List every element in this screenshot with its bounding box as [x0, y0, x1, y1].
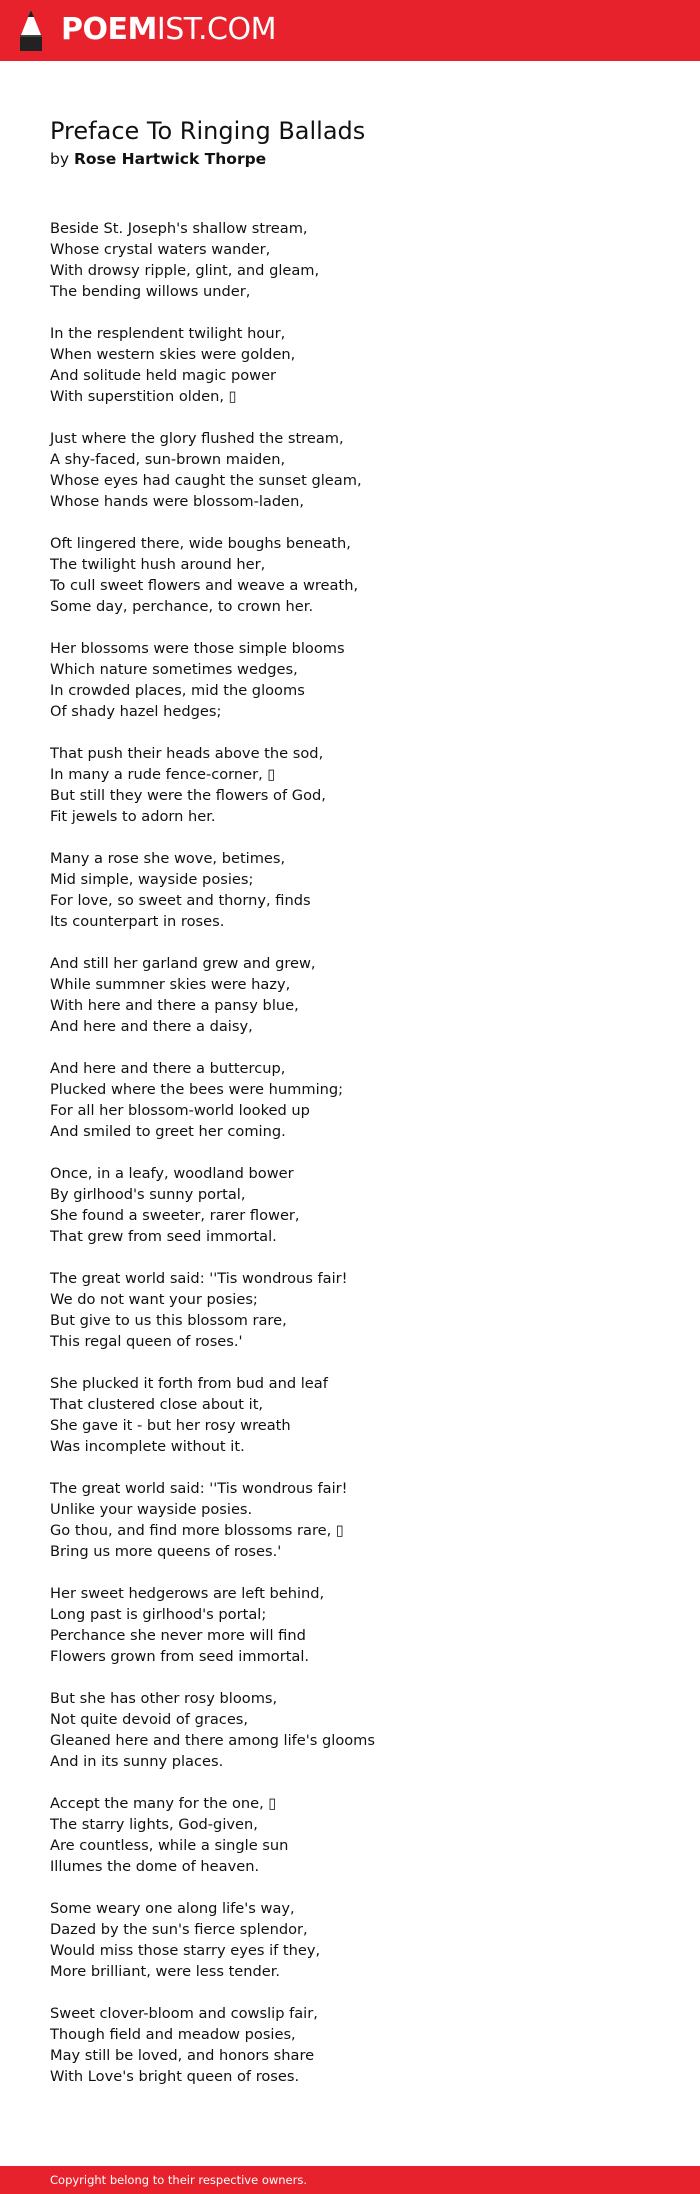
poem-line: And still her garland grew and grew, [50, 955, 316, 972]
copyright-notice: Copyright belong to their respective owners. [50, 2173, 308, 2187]
site-footer [0, 2166, 700, 2194]
poem-line: And in its sunny places. [50, 1753, 224, 1770]
poem-line: Go thou, and find more blossoms rare, ▯ [50, 1522, 344, 1539]
poem-line: Perchance she never more will find [50, 1627, 306, 1644]
poem-stanza [50, 1688, 375, 1772]
logo-text-light: IST.COM [156, 12, 276, 47]
poem-line: With here and there a pansy blue, [50, 997, 299, 1014]
poem-line: Bring us more queens of roses.' [50, 1543, 282, 1560]
poem-line: Her blossoms were those simple blooms [50, 640, 345, 657]
poem-stanza [50, 218, 375, 302]
poem-line: Illumes the dome of heaven. [50, 1858, 260, 1875]
poem-line: Though field and meadow posies, [50, 2026, 296, 2043]
poem-line: The starry lights, God-given, [50, 1816, 258, 1833]
poem-stanza [50, 1163, 375, 1247]
poem-line: More brilliant, were less tender. [50, 1963, 281, 1980]
poem-line: Many a rose she wove, betimes, [50, 850, 286, 867]
poem-line: May still be loved, and honors share [50, 2047, 315, 2064]
site-header [0, 0, 700, 61]
poem-line: For all her blossom-world looked up [50, 1102, 310, 1119]
poem-stanza [50, 1058, 375, 1142]
poem-line: With superstition olden, ▯ [50, 388, 237, 405]
poem-line: And here and there a buttercup, [50, 1060, 286, 1077]
byline-prefix: by [50, 150, 70, 168]
poem-stanza [50, 1583, 375, 1667]
poem-line: Beside St. Joseph's shallow stream, [50, 220, 308, 237]
poem-line: While summner skies were hazy, [50, 976, 291, 993]
poem-line: Would miss those starry eyes if they, [50, 1942, 321, 1959]
poem-line: The great world said: ''Tis wondrous fair! [50, 1480, 348, 1497]
poem-line: And smiled to greet her coming. [50, 1123, 286, 1140]
poem-line: Whose crystal waters wander, [50, 241, 271, 258]
poem-line: Some weary one along life's way, [50, 1900, 295, 1917]
poem-line: To cull sweet flowers and weave a wreath, [50, 577, 359, 594]
poem-line: But she has other rosy blooms, [50, 1690, 278, 1707]
poem-line: She found a sweeter, rarer flower, [50, 1207, 300, 1224]
poem-line: And solitude held magic power [50, 367, 277, 384]
poem-byline [50, 149, 266, 169]
poem-stanza [50, 1373, 375, 1457]
poem-stanza [50, 533, 375, 617]
poem-line: Of shady hazel hedges; [50, 703, 222, 720]
poem-stanza [50, 848, 375, 932]
poem-line: The bending willows under, [50, 283, 251, 300]
poem-line: Long past is girlhood's portal; [50, 1606, 267, 1623]
poem-stanza [50, 1793, 375, 1877]
poem-stanza [50, 638, 375, 722]
poem-line: She gave it - but her rosy wreath [50, 1417, 291, 1434]
poem-stanza [50, 2003, 375, 2087]
poem-line: Unlike your wayside posies. [50, 1501, 253, 1518]
poem-line: Plucked where the bees were humming; [50, 1081, 344, 1098]
poem-stanza [50, 1898, 375, 1982]
poem-line: Mid simple, wayside posies; [50, 871, 254, 888]
poem-line: Just where the glory flushed the stream, [50, 430, 344, 447]
poem-stanza [50, 1268, 375, 1352]
poem-line: Dazed by the sun's fierce splendor, [50, 1921, 308, 1938]
poem-stanza [50, 1478, 375, 1562]
poem-stanza [50, 743, 375, 827]
poem-line: Whose eyes had caught the sunset gleam, [50, 472, 362, 489]
poem-line: That grew from seed immortal. [50, 1228, 277, 1245]
poem-line: Was incomplete without it. [50, 1438, 245, 1455]
poem-line: Her sweet hedgerows are left behind, [50, 1585, 325, 1602]
poem-line: Accept the many for the one, ▯ [50, 1795, 277, 1812]
poem-line: With Love's bright queen of roses. [50, 2068, 300, 2085]
poem-line: The great world said: ''Tis wondrous fair! [50, 1270, 348, 1287]
poem-line: And here and there a daisy, [50, 1018, 253, 1035]
logo-text-bold: POEM [61, 12, 157, 47]
poem-line: Sweet clover-bloom and cowslip fair, [50, 2005, 318, 2022]
poem-line: Which nature sometimes wedges, [50, 661, 298, 678]
poem-line: In the resplendent twilight hour, [50, 325, 286, 342]
poem-line: In crowded places, mid the glooms [50, 682, 305, 699]
poem-stanza [50, 428, 375, 512]
poem-line: She plucked it forth from bud and leaf [50, 1375, 328, 1392]
poem-line: Flowers grown from seed immortal. [50, 1648, 310, 1665]
poem-line: When western skies were golden, [50, 346, 296, 363]
site-logo[interactable] [61, 10, 276, 50]
poem-line: That clustered close about it, [50, 1396, 264, 1413]
poem-body [50, 218, 375, 2108]
poem-line: Once, in a leafy, woodland bower [50, 1165, 294, 1182]
poem-author[interactable]: Rose Hartwick Thorpe [73, 150, 267, 168]
poem-line: A shy-faced, sun-brown maiden, [50, 451, 286, 468]
poem-line: That push their heads above the sod, [50, 745, 324, 762]
poem-line: Whose hands were blossom-laden, [50, 493, 304, 510]
poem-line: Not quite devoid of graces, [50, 1711, 249, 1728]
poem-line: This regal queen of roses.' [50, 1333, 243, 1350]
poem-line: Gleaned here and there among life's glooms [50, 1732, 375, 1749]
poem-line: Some day, perchance, to crown her. [50, 598, 314, 615]
poem-title: Preface To Ringing Ballads [50, 117, 366, 145]
poem-line: By girlhood's sunny portal, [50, 1186, 246, 1203]
poem-line: With drowsy ripple, glint, and gleam, [50, 262, 320, 279]
poem-stanza [50, 323, 375, 407]
poem-line: Oft lingered there, wide boughs beneath, [50, 535, 351, 552]
poem-line: But still they were the flowers of God, [50, 787, 326, 804]
poem-line: The twilight hush around her, [50, 556, 266, 573]
poem-line: Its counterpart in roses. [50, 913, 225, 930]
poem-line: For love, so sweet and thorny, finds [50, 892, 311, 909]
poem-line: Are countless, while a single sun [50, 1837, 289, 1854]
poem-stanza [50, 953, 375, 1037]
poem-line: Fit jewels to adorn her. [50, 808, 216, 825]
poem-line: We do not want your posies; [50, 1291, 258, 1308]
pencil-logo-icon[interactable] [17, 9, 45, 52]
poem-line: But give to us this blossom rare, [50, 1312, 287, 1329]
poem-line: In many a rude fence-corner, ▯ [50, 766, 276, 783]
